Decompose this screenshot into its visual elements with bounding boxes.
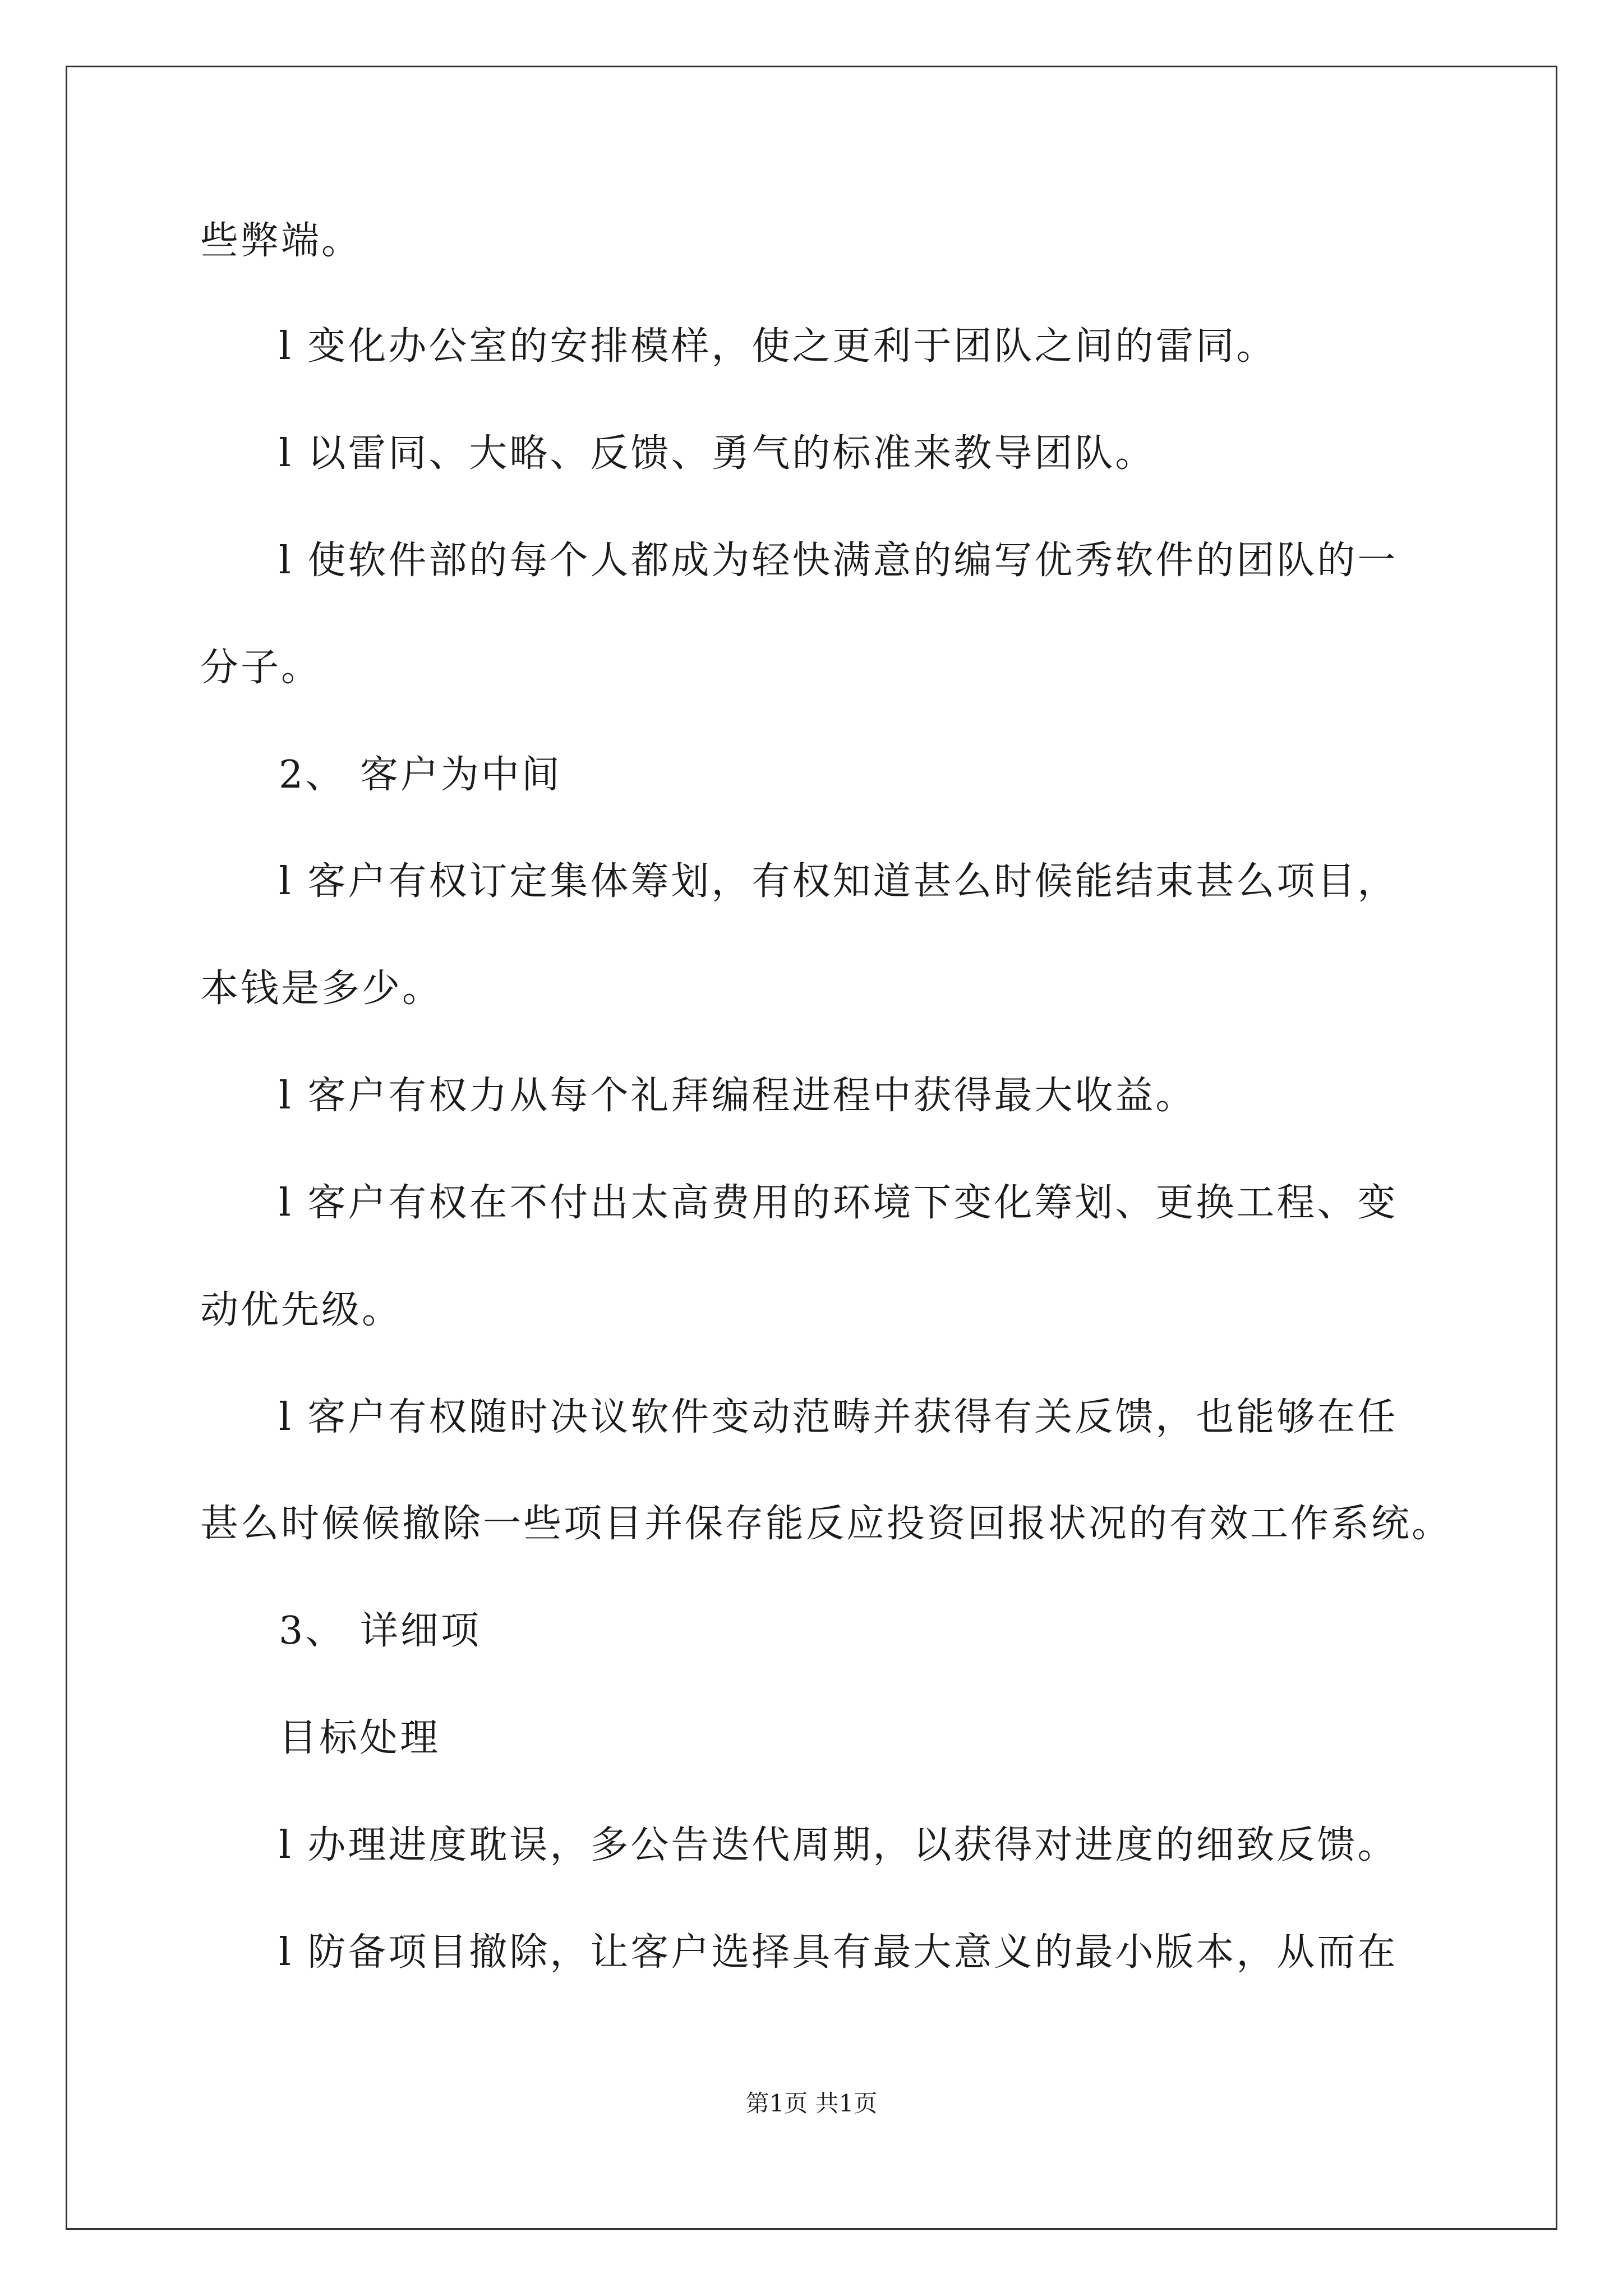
text-line: l 以雷同、大略、反馈、勇气的标准来教导团队。 — [279, 431, 1156, 476]
section-heading: 2、 客户为中间 — [279, 753, 562, 797]
text-line: l 客户有权订定集体筹划，有权知道甚么时候能结束甚么项目， — [279, 859, 1398, 904]
text-line: 动优先级。 — [200, 1288, 403, 1332]
text-line: 甚么时候候撤除一些项目并保存能反应投资回报状况的有效工作系统。 — [200, 1502, 1453, 1546]
text-line: l 客户有权随时决议软件变动范畴并获得有关反馈，也能够在任 — [279, 1395, 1398, 1439]
subheading: 目标处理 — [279, 1716, 441, 1760]
text-line: l 办理进度耽误，多公告迭代周期，以获得对进度的细致反馈。 — [279, 1823, 1398, 1867]
text-line: l 使软件部的每个人都成为轻快满意的编写优秀软件的团队的一 — [279, 539, 1398, 583]
text-line: 本钱是多少。 — [200, 967, 443, 1011]
page-border — [66, 66, 1557, 2230]
text-line: l 客户有权在不付出太高费用的环境下变化筹划、更换工程、变 — [279, 1181, 1398, 1225]
text-line: 分子。 — [200, 646, 322, 690]
section-heading: 3、 详细项 — [279, 1609, 481, 1653]
text-line: l 防备项目撤除，让客户选择具有最大意义的最小版本，从而在 — [279, 1930, 1398, 1975]
page-number: 第1页 共1页 — [745, 2090, 878, 2117]
text-line: l 变化办公室的安排模样，使之更利于团队之间的雷同。 — [279, 324, 1277, 369]
text-line: l 客户有权力从每个礼拜编程进程中获得最大收益。 — [279, 1074, 1196, 1118]
text-line: 些弊端。 — [200, 219, 362, 263]
